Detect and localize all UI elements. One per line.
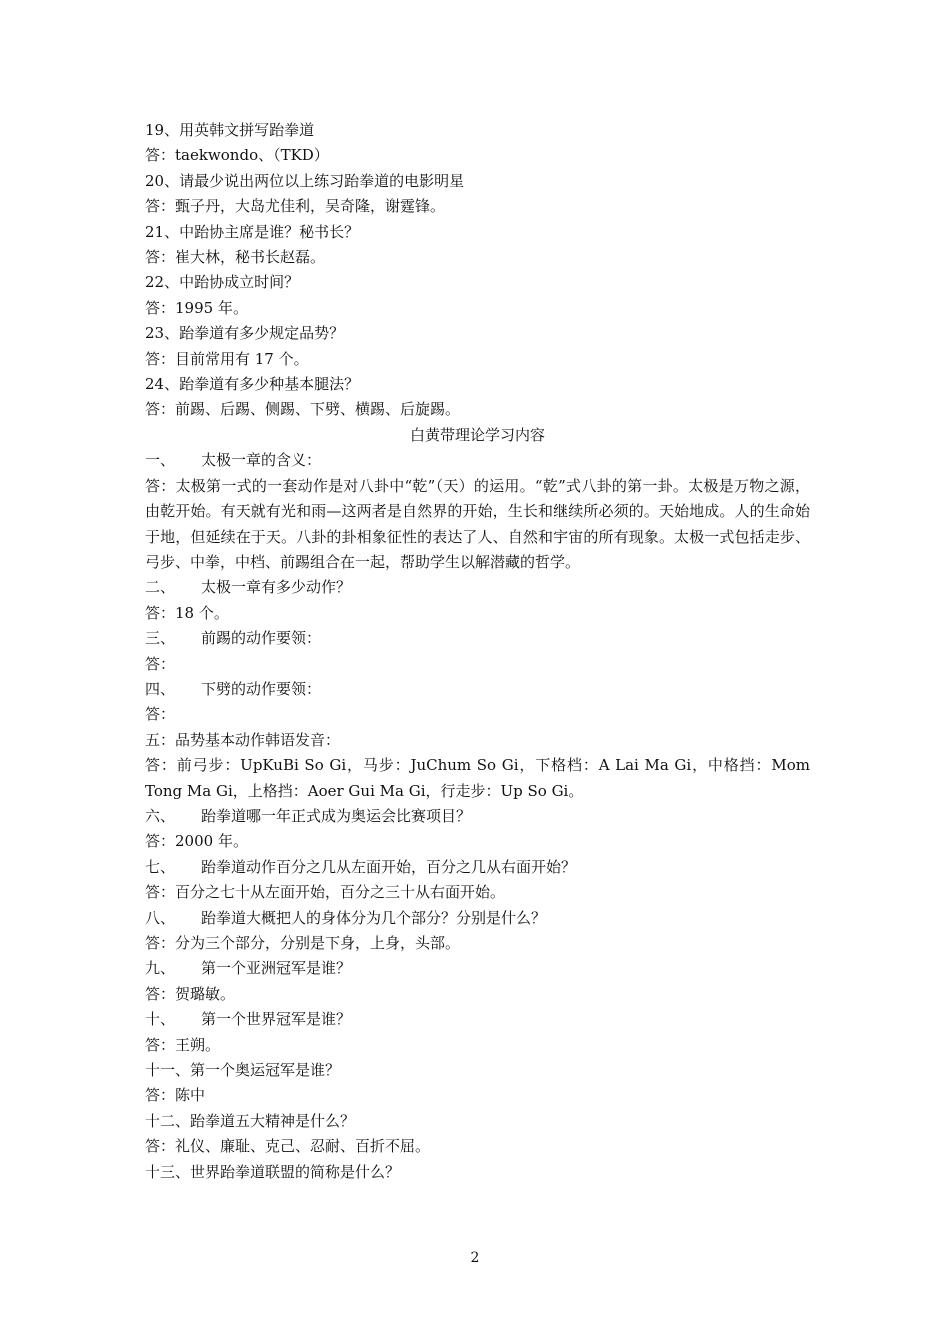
question-line <box>145 804 810 829</box>
question-number: 四、 <box>145 679 176 698</box>
question-line <box>145 626 810 651</box>
answer-line: 答：王朔。 <box>145 1035 221 1054</box>
question-line: 22、中跆协成立时间？ <box>145 273 300 292</box>
question-line <box>145 956 810 981</box>
question-text: 前踢的动作要领： <box>201 629 322 648</box>
page-number: 2 <box>470 1250 480 1266</box>
answer-line: 答：崔大林，秘书长赵磊。 <box>145 248 326 267</box>
question-number: 三、 <box>145 629 176 648</box>
question-line: 23、跆拳道有多少规定品势？ <box>145 324 345 343</box>
question-line <box>145 448 810 473</box>
question-number: 八、 <box>145 908 176 927</box>
question-text: 跆拳道哪一年正式成为奥运会比赛项目？ <box>201 806 472 825</box>
question-number: 六、 <box>145 806 176 825</box>
answer-paragraph: 答：太极第一式的一套动作是对八卦中“乾”（天）的运用。“乾”式八卦的第一卦。太极是万物之源，由乾开始。有天就有光和雨—这两者是自然界的开始，生长和继续所必须的。天始地成。人的生命始于地，但延续在于天。八卦的卦相象征性的表达了人、自然和宇宙的所有现象。太极一式包括走步、弓步、中拳，中档、前踢组合在一起，帮助学生以解潜藏的哲学。 <box>145 476 810 571</box>
answer-line: 答：前踢、后踢、侧踢、下劈、横踢、后旋踢。 <box>145 400 461 419</box>
answer-line: 答：陈中 <box>145 1086 206 1105</box>
question-line <box>145 855 810 880</box>
answer-line: 答：1995 年。 <box>145 298 248 317</box>
question-text: 太极一章的含义： <box>201 451 322 470</box>
question-line: 五：品势基本动作韩语发音： <box>145 730 341 749</box>
question-number: 十、 <box>145 1010 176 1029</box>
question-text: 跆拳道大概把人的身体分为几个部分？分别是什么？ <box>201 908 547 927</box>
question-number: 一、 <box>145 451 176 470</box>
question-line <box>145 1007 810 1032</box>
answer-line: 答：礼仪、廉耻、克己、忍耐、百折不屈。 <box>145 1137 431 1156</box>
question-line: 十二、跆拳道五大精神是什么？ <box>145 1111 356 1130</box>
answer-line: 答：分为三个部分，分别是下身，上身，头部。 <box>145 934 461 952</box>
question-number: 七、 <box>145 857 176 876</box>
question-line <box>145 677 810 702</box>
question-line: 十三、世界跆拳道联盟的简称是什么？ <box>145 1162 401 1181</box>
question-line <box>145 906 810 931</box>
answer-line: 答：taekwondo、（TKD） <box>145 146 329 165</box>
question-line <box>145 575 810 600</box>
question-line: 20、请最少说出两位以上练习跆拳道的电影明星 <box>145 171 465 190</box>
answer-line: 答：18 个。 <box>145 603 229 622</box>
question-text: 第一个亚洲冠军是谁？ <box>201 959 352 978</box>
answer-line: 答：贺璐敏。 <box>145 984 236 1003</box>
answer-line: 答： <box>145 705 176 724</box>
question-line: 24、跆拳道有多少种基本腿法？ <box>145 375 360 394</box>
question-text: 太极一章有多少动作？ <box>201 578 352 597</box>
document-body <box>145 118 810 1185</box>
answer-line: 答：百分之七十从左面开始，百分之三十从右面开始。 <box>145 883 506 902</box>
question-number: 九、 <box>145 959 176 978</box>
question-text: 第一个世界冠军是谁？ <box>201 1010 352 1029</box>
question-number: 二、 <box>145 578 176 597</box>
answer-line: 答： <box>145 654 176 673</box>
answer-paragraph: 答：前弓步：UpKuBi So Gi，马步：JuChum So Gi，下格档：A Lai Ma Gi，中格挡：Mom Tong Ma Gi，上格挡：Aoer Gui Ma Gi，行走步：Up So Gi。 <box>145 756 810 800</box>
answer-line: 答：2000 年。 <box>145 832 248 851</box>
answer-line: 答：目前常用有 17 个。 <box>145 349 309 368</box>
section-heading: 白黄带理论学习内容 <box>409 425 545 444</box>
question-line: 十一、第一个奥运冠军是谁？ <box>145 1061 341 1080</box>
answer-line: 答：甄子丹，大岛尤佳利，吴奇隆，谢霆锋。 <box>145 197 446 216</box>
question-text: 跆拳道动作百分之几从左面开始，百分之几从右面开始？ <box>201 857 577 876</box>
question-text: 下劈的动作要领： <box>201 679 322 698</box>
question-line: 21、中跆协主席是谁？秘书长？ <box>145 222 360 241</box>
question-line: 19、用英韩文拼写跆拳道 <box>145 121 315 139</box>
